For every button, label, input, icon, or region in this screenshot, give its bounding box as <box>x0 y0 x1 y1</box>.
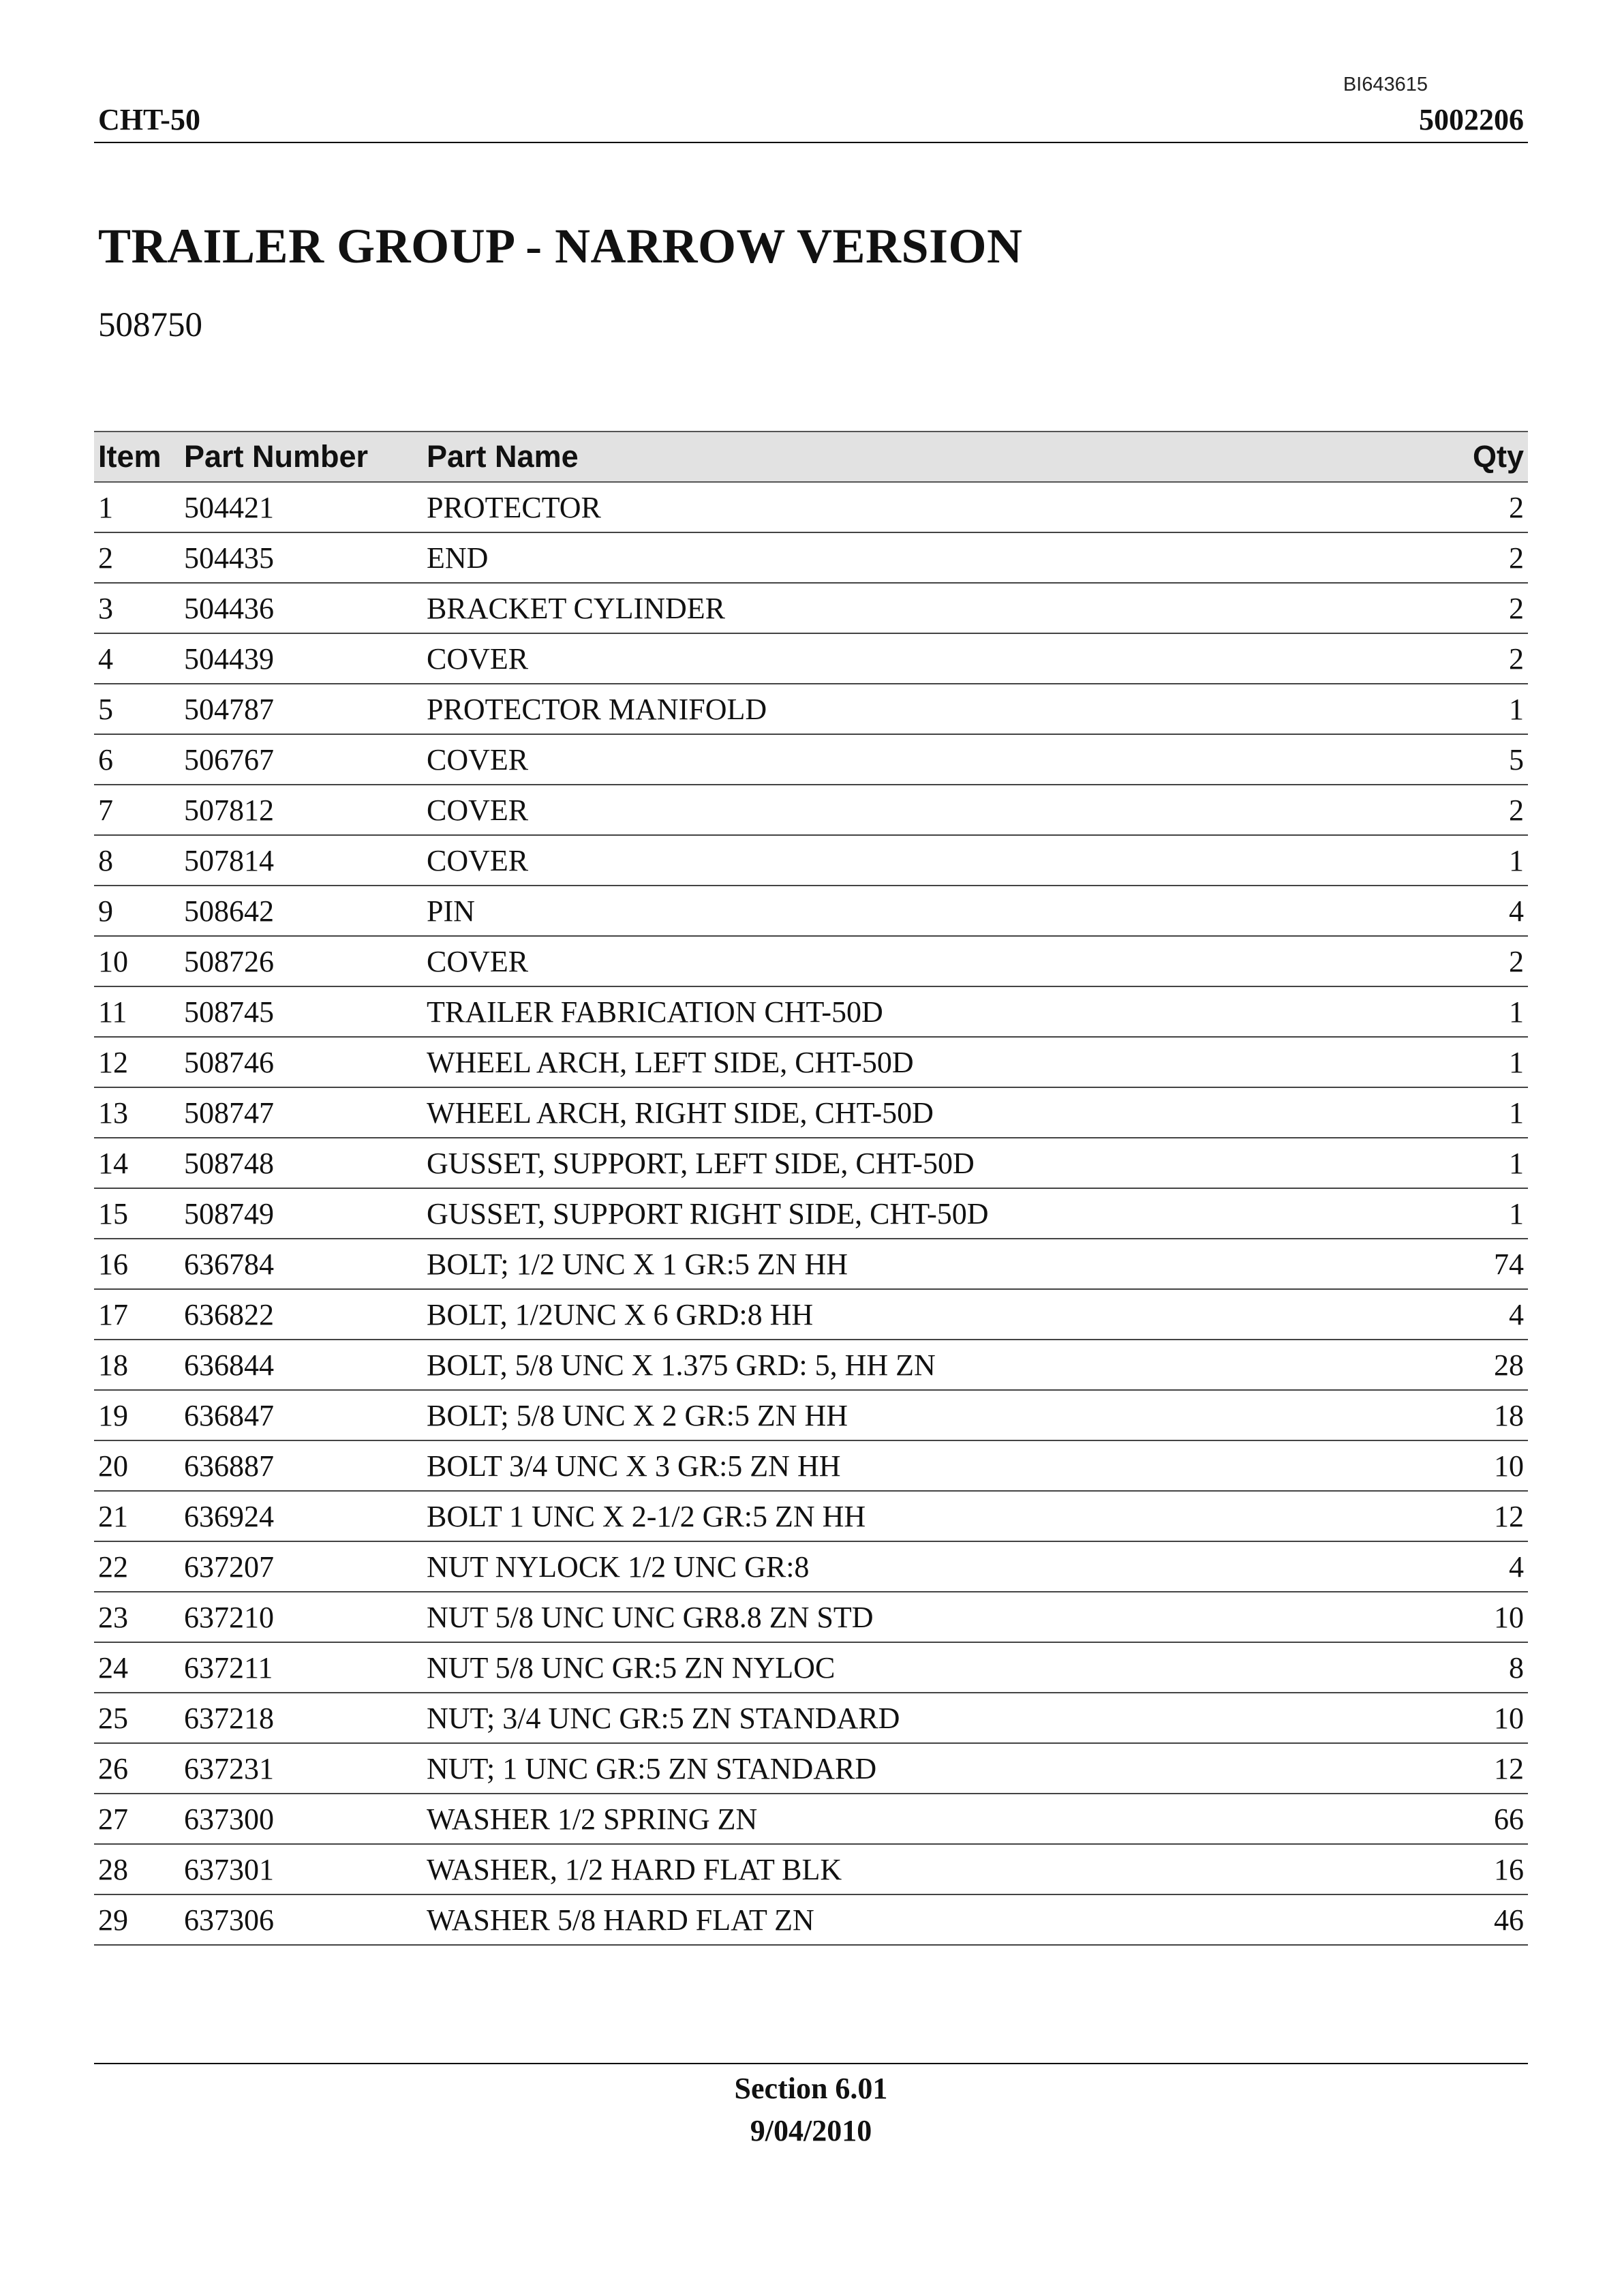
quantity-cell: 8 <box>1401 1642 1528 1693</box>
table-row <box>94 583 1528 633</box>
quantity-cell: 1 <box>1401 1087 1528 1138</box>
quantity-cell: 1 <box>1401 1037 1528 1087</box>
part-number-cell: 636887 <box>184 1440 427 1491</box>
table-row <box>94 1289 1528 1340</box>
item-number-cell: 18 <box>94 1340 184 1390</box>
part-name-cell: GUSSET, SUPPORT, LEFT SIDE, CHT-50D <box>427 1138 1401 1188</box>
table-row <box>94 684 1528 734</box>
table-row <box>94 1440 1528 1491</box>
part-name-cell: BOLT, 1/2UNC X 6 GRD:8 HH <box>427 1289 1401 1340</box>
part-number-cell: 637300 <box>184 1794 427 1844</box>
parts-table <box>94 431 1528 1946</box>
table-row <box>94 1592 1528 1642</box>
part-number-cell: 636847 <box>184 1390 427 1440</box>
assembly-number: 508750 <box>98 306 202 344</box>
table-row <box>94 936 1528 986</box>
quantity-cell: 46 <box>1401 1894 1528 1945</box>
part-name-cell: WHEEL ARCH, RIGHT SIDE, CHT-50D <box>427 1087 1401 1138</box>
item-number-cell: 11 <box>94 986 184 1037</box>
item-number-cell: 29 <box>94 1894 184 1945</box>
part-name-cell: BOLT, 5/8 UNC X 1.375 GRD: 5, HH ZN <box>427 1340 1401 1390</box>
part-name-cell: GUSSET, SUPPORT RIGHT SIDE, CHT-50D <box>427 1188 1401 1239</box>
part-name-cell: NUT; 3/4 UNC GR:5 ZN STANDARD <box>427 1693 1401 1743</box>
quantity-cell: 10 <box>1401 1440 1528 1491</box>
quantity-cell: 12 <box>1401 1491 1528 1541</box>
part-number-cell: 504435 <box>184 532 427 583</box>
quantity-cell: 10 <box>1401 1693 1528 1743</box>
part-name-cell: PIN <box>427 886 1401 936</box>
quantity-cell: 12 <box>1401 1743 1528 1794</box>
part-name-cell: TRAILER FABRICATION CHT-50D <box>427 986 1401 1037</box>
table-row <box>94 785 1528 835</box>
column-header-item: Item <box>94 432 184 482</box>
footer-section: Section 6.01 <box>734 2072 888 2105</box>
part-name-cell: END <box>427 532 1401 583</box>
part-name-cell: COVER <box>427 633 1401 684</box>
table-row <box>94 633 1528 684</box>
item-number-cell: 17 <box>94 1289 184 1340</box>
table-row <box>94 1340 1528 1390</box>
part-name-cell: PROTECTOR MANIFOLD <box>427 684 1401 734</box>
quantity-cell: 4 <box>1401 886 1528 936</box>
quantity-cell: 10 <box>1401 1592 1528 1642</box>
document-number: 5002206 <box>1419 103 1524 136</box>
table-row <box>94 1239 1528 1289</box>
part-number-cell: 504787 <box>184 684 427 734</box>
table-row <box>94 734 1528 785</box>
part-number-cell: 506767 <box>184 734 427 785</box>
item-number-cell: 1 <box>94 482 184 532</box>
parts-table-container <box>94 431 1528 1946</box>
table-row <box>94 1693 1528 1743</box>
item-number-cell: 5 <box>94 684 184 734</box>
quantity-cell: 5 <box>1401 734 1528 785</box>
part-name-cell: COVER <box>427 734 1401 785</box>
quantity-cell: 74 <box>1401 1239 1528 1289</box>
column-header-qty: Qty <box>1401 432 1528 482</box>
quantity-cell: 2 <box>1401 532 1528 583</box>
item-number-cell: 9 <box>94 886 184 936</box>
table-row <box>94 1844 1528 1894</box>
quantity-cell: 2 <box>1401 785 1528 835</box>
table-row <box>94 986 1528 1037</box>
column-header-part-number: Part Number <box>184 432 427 482</box>
quantity-cell: 18 <box>1401 1390 1528 1440</box>
part-name-cell: NUT; 1 UNC GR:5 ZN STANDARD <box>427 1743 1401 1794</box>
item-number-cell: 4 <box>94 633 184 684</box>
quantity-cell: 2 <box>1401 936 1528 986</box>
part-name-cell: BRACKET CYLINDER <box>427 583 1401 633</box>
quantity-cell: 1 <box>1401 684 1528 734</box>
part-number-cell: 508726 <box>184 936 427 986</box>
table-row <box>94 1087 1528 1138</box>
item-number-cell: 21 <box>94 1491 184 1541</box>
item-number-cell: 27 <box>94 1794 184 1844</box>
model-name: CHT-50 <box>98 103 200 136</box>
part-name-cell: PROTECTOR <box>427 482 1401 532</box>
item-number-cell: 19 <box>94 1390 184 1440</box>
quantity-cell: 1 <box>1401 835 1528 886</box>
part-number-cell: 637211 <box>184 1642 427 1693</box>
part-number-cell: 637218 <box>184 1693 427 1743</box>
item-number-cell: 8 <box>94 835 184 886</box>
quantity-cell: 4 <box>1401 1289 1528 1340</box>
document-code: BI643615 <box>1343 74 1428 95</box>
table-row <box>94 1138 1528 1188</box>
quantity-cell: 16 <box>1401 1844 1528 1894</box>
table-row <box>94 482 1528 532</box>
part-name-cell: WASHER 1/2 SPRING ZN <box>427 1794 1401 1844</box>
item-number-cell: 23 <box>94 1592 184 1642</box>
quantity-cell: 28 <box>1401 1340 1528 1390</box>
item-number-cell: 14 <box>94 1138 184 1188</box>
part-name-cell: BOLT 1 UNC X 2-1/2 GR:5 ZN HH <box>427 1491 1401 1541</box>
footer-date: 9/04/2010 <box>750 2114 872 2147</box>
table-row <box>94 835 1528 886</box>
table-row <box>94 1491 1528 1541</box>
item-number-cell: 3 <box>94 583 184 633</box>
item-number-cell: 20 <box>94 1440 184 1491</box>
part-number-cell: 636924 <box>184 1491 427 1541</box>
part-name-cell: COVER <box>427 835 1401 886</box>
part-name-cell: BOLT 3/4 UNC X 3 GR:5 ZN HH <box>427 1440 1401 1491</box>
item-number-cell: 28 <box>94 1844 184 1894</box>
part-name-cell: COVER <box>427 936 1401 986</box>
part-name-cell: NUT NYLOCK 1/2 UNC GR:8 <box>427 1541 1401 1592</box>
item-number-cell: 25 <box>94 1693 184 1743</box>
item-number-cell: 10 <box>94 936 184 986</box>
quantity-cell: 1 <box>1401 1138 1528 1188</box>
column-header-part-name: Part Name <box>427 432 1401 482</box>
part-number-cell: 508749 <box>184 1188 427 1239</box>
page-title: TRAILER GROUP - NARROW VERSION <box>98 219 1023 273</box>
part-name-cell: BOLT; 1/2 UNC X 1 GR:5 ZN HH <box>427 1239 1401 1289</box>
part-number-cell: 508747 <box>184 1087 427 1138</box>
table-body <box>94 482 1528 1945</box>
item-number-cell: 6 <box>94 734 184 785</box>
header-divider <box>94 142 1528 143</box>
part-name-cell: WHEEL ARCH, LEFT SIDE, CHT-50D <box>427 1037 1401 1087</box>
item-number-cell: 16 <box>94 1239 184 1289</box>
table-row <box>94 1894 1528 1945</box>
part-number-cell: 636844 <box>184 1340 427 1390</box>
table-header-row <box>94 432 1528 482</box>
item-number-cell: 24 <box>94 1642 184 1693</box>
quantity-cell: 66 <box>1401 1794 1528 1844</box>
table-row <box>94 1037 1528 1087</box>
table-row <box>94 532 1528 583</box>
part-name-cell: COVER <box>427 785 1401 835</box>
item-number-cell: 15 <box>94 1188 184 1239</box>
part-number-cell: 637231 <box>184 1743 427 1794</box>
part-number-cell: 504436 <box>184 583 427 633</box>
table-row <box>94 886 1528 936</box>
quantity-cell: 4 <box>1401 1541 1528 1592</box>
quantity-cell: 2 <box>1401 583 1528 633</box>
item-number-cell: 7 <box>94 785 184 835</box>
part-number-cell: 507814 <box>184 835 427 886</box>
part-number-cell: 637207 <box>184 1541 427 1592</box>
quantity-cell: 2 <box>1401 482 1528 532</box>
part-name-cell: WASHER 5/8 HARD FLAT ZN <box>427 1894 1401 1945</box>
item-number-cell: 22 <box>94 1541 184 1592</box>
item-number-cell: 2 <box>94 532 184 583</box>
part-number-cell: 504439 <box>184 633 427 684</box>
part-number-cell: 508745 <box>184 986 427 1037</box>
part-number-cell: 508746 <box>184 1037 427 1087</box>
footer-divider <box>94 2063 1528 2064</box>
part-number-cell: 504421 <box>184 482 427 532</box>
table-row <box>94 1794 1528 1844</box>
part-number-cell: 637306 <box>184 1894 427 1945</box>
part-name-cell: NUT 5/8 UNC UNC GR8.8 ZN STD <box>427 1592 1401 1642</box>
part-name-cell: BOLT; 5/8 UNC X 2 GR:5 ZN HH <box>427 1390 1401 1440</box>
item-number-cell: 12 <box>94 1037 184 1087</box>
table-row <box>94 1743 1528 1794</box>
table-row <box>94 1390 1528 1440</box>
part-number-cell: 507812 <box>184 785 427 835</box>
item-number-cell: 13 <box>94 1087 184 1138</box>
part-name-cell: NUT 5/8 UNC GR:5 ZN NYLOC <box>427 1642 1401 1693</box>
item-number-cell: 26 <box>94 1743 184 1794</box>
table-row <box>94 1541 1528 1592</box>
part-number-cell: 637210 <box>184 1592 427 1642</box>
table-row <box>94 1642 1528 1693</box>
part-number-cell: 508642 <box>184 886 427 936</box>
table-row <box>94 1188 1528 1239</box>
quantity-cell: 2 <box>1401 633 1528 684</box>
part-number-cell: 508748 <box>184 1138 427 1188</box>
quantity-cell: 1 <box>1401 986 1528 1037</box>
quantity-cell: 1 <box>1401 1188 1528 1239</box>
part-number-cell: 637301 <box>184 1844 427 1894</box>
part-number-cell: 636784 <box>184 1239 427 1289</box>
part-name-cell: WASHER, 1/2 HARD FLAT BLK <box>427 1844 1401 1894</box>
part-number-cell: 636822 <box>184 1289 427 1340</box>
